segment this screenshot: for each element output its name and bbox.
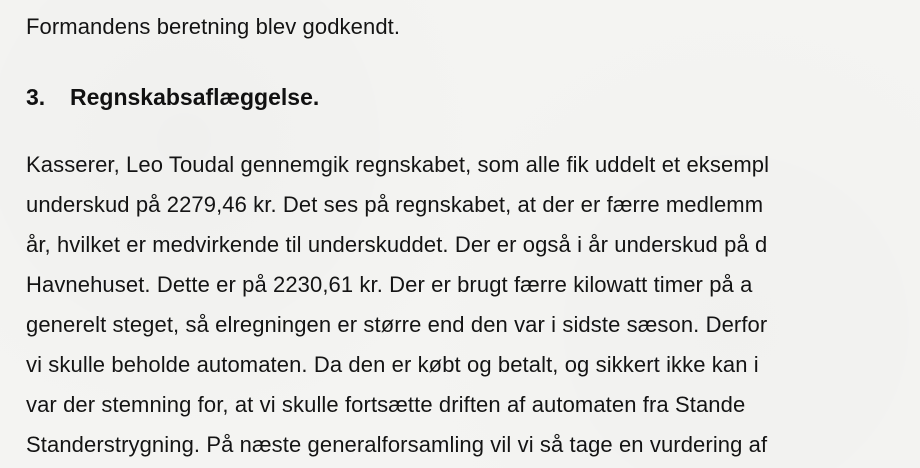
paragraph-line-3: år, hvilket er medvirkende til underskuddet. Der er også i år underskud på d	[26, 232, 768, 257]
paragraph-line-4: Havnehuset. Dette er på 2230,61 kr. Der er brugt færre kilowatt timer på a	[26, 272, 753, 297]
paragraph-line-5: generelt steget, så elregningen er større end den var i sidste sæson. Derfor	[26, 312, 768, 337]
paragraph-line-2: underskud på 2279,46 kr. Det ses på regnskabet, at der er færre medlemm	[26, 192, 764, 217]
paragraph-line-7: var der stemning for, at vi skulle fortsætte driften af automaten fra Stande	[26, 392, 746, 417]
paragraph-line-8: Standerstrygning. På næste generalforsamling vil vi så tage en vurdering af	[26, 432, 768, 457]
paragraph-line-6: vi skulle beholde automaten. Da den er købt og betalt, og sikkert ikke kan i	[26, 352, 759, 377]
section-number: 3.	[26, 84, 46, 110]
section-title: Regnskabsaflæggelse.	[70, 84, 320, 110]
intro-line: Formandens beretning blev godkendt.	[26, 14, 401, 39]
paragraph-line-1: Kasserer, Leo Toudal gennemgik regnskabet, som alle fik uddelt et eksempl	[26, 152, 770, 177]
section-heading	[26, 82, 319, 112]
